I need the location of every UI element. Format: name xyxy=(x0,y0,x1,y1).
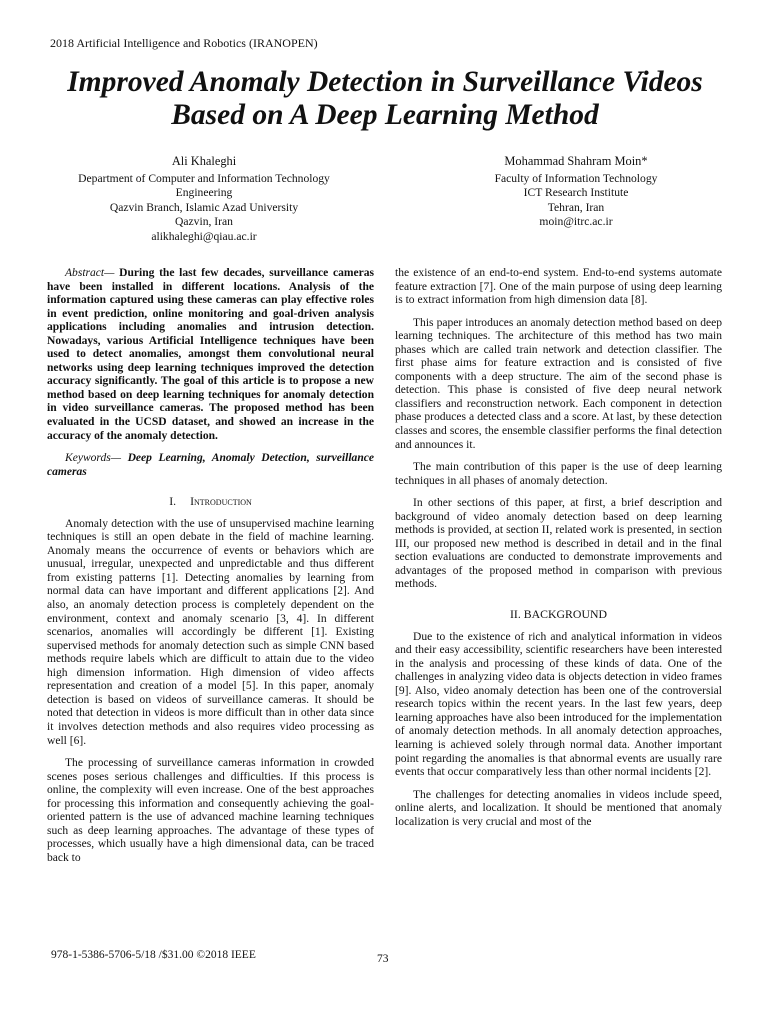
keywords-lead: Keywords— xyxy=(65,452,122,465)
section-title: Introduction xyxy=(190,494,252,509)
author-block-1 xyxy=(48,154,360,245)
paragraph: The main contribution of this paper is the use of deep learning techniques in all phases of anomaly detection. xyxy=(395,461,722,487)
author-name: Mohammad Shahram Moin* xyxy=(504,154,648,168)
section-heading-introduction xyxy=(47,495,374,509)
left-column xyxy=(47,267,374,874)
abstract xyxy=(47,267,374,443)
paragraph: In other sections of this paper, at first, a brief description and background of video anomaly detection based on deep learning methods is provided, at section II, related work is presented, in section III, our proposed new method is described in detail and in the final section evaluations are conducted to demonstrate improvements and advantages of the proposed method in comparison with previous methods. xyxy=(395,497,722,591)
author-affiliation-line: Qazvin Branch, Islamic Azad University xyxy=(109,200,299,214)
paragraph: Anomaly detection with the use of unsupervised machine learning techniques is still an open debate in the field of machine learning. Anomaly means the occurrence of events or behaviors which are unusual, irregular, unexpected and unpredictable and thus different from existing patterns [1]. Detecting anomalies by learning from normal data can have important and different applications [2]. And also, an anomaly detection process is completely dependent on the environment, context and anomaly scenario [3, 4]. In different scenarios, anomalies will accordingly be different [1]. Existing supervised methods for anomaly detection such as simple CNN based methods require labels which are difficult to attain due to the video high dimension information. High dimension of video affects representation and creation of a model [5]. In this paper, anomaly detection is based on videos of surveillance cameras. It should be noted that detection in videos is more difficult than in other data since it involves detection methods and also requires video processing as well [6]. xyxy=(47,517,374,747)
author-email: moin@itrc.ac.ir xyxy=(539,215,613,229)
paragraph: This paper introduces an anomaly detection method based on deep learning techniques. The architecture of this method has two main phases which are called train network and detection classifier. The first phase aims for feature extraction and is consisted of five components with a deep structure. The aim of the second phase is detection. This phase is consisted of five deep neural network classifiers and reconstruction network. Each component in detection phase produces a detected class and a score. At last, by these detection classes and scores, the ensemble classifier performs the final detection and announces it. xyxy=(395,316,722,451)
author-name: Ali Khaleghi xyxy=(171,154,237,168)
author-affiliation-line: Tehran, Iran xyxy=(547,200,605,214)
author-affiliation-line: Qazvin, Iran xyxy=(175,215,233,229)
author-affiliation-line: Department of Computer and Information Technology xyxy=(78,171,330,185)
paragraph: Due to the existence of rich and analytical information in videos and their easy accessibility, scientific researchers have been interested in the analysis and processing of these kinds of data. One of the challenges in analyzing video data is objects detection in video frames [9]. Also, video anomaly detection has been one of the controversial research topics within the recent years. In the last few years, deep learning approaches have also been introduced for the implementation of anomaly detection methods. In all anomaly detection approaches, learning is achieved solely through normal data. Another important point regarding the anomalies is that abnormal events are usually rare events that occur comparatively less than other normal incidents [2]. xyxy=(395,630,722,779)
conference-header: 2018 Artificial Intelligence and Robotics (IRANOPEN) xyxy=(50,36,318,50)
title-line-2: Based on A Deep Learning Method xyxy=(171,99,599,131)
author-block-2 xyxy=(436,154,716,230)
author-affiliation-line: ICT Research Institute xyxy=(523,186,629,200)
paragraph: The challenges for detecting anomalies in videos include speed, online alerts, and localization. It should be mentioned that anomaly localization is very crucial and most of the xyxy=(395,788,722,828)
abstract-text: During the last few decades, surveillance cameras have been installed in different locations. Analysis of the information captured using these cameras can play effective roles in event prediction, online monitoring and goal-driven analysis applications including anomalies and intrusion detection. Nowadays, various Artificial Intelligence techniques have been used to detect anomalies, amongst them convolutional neural networks using deep learning techniques improved the detection accuracy significantly. The goal of this article is to propose a new method based on deep learning techniques for anomaly detection in video surveillance cameras. The proposed method has been evaluated in the UCSD dataset, and showed an increase in the accuracy of the anomaly detection. xyxy=(47,267,374,442)
paragraph: The processing of surveillance cameras information in crowded scenes poses serious challenges and difficulties. If this process is online, the complexity will even increase. One of the best approaches for processing this information and consequently achieving the goal-oriented pattern is the use of advanced machine learning techniques such as deep learning approaches. The advantage of these types of processes, which usually have a high dimensional data, can be traced back to xyxy=(47,757,374,864)
author-email: alikhaleghi@qiau.ac.ir xyxy=(151,229,257,243)
author-affiliation-line: Faculty of Information Technology xyxy=(494,171,658,185)
keywords-text: Deep Learning, Anomaly Detection, surveillance cameras xyxy=(47,452,374,478)
page-number: 73 xyxy=(377,953,389,965)
title-line-1: Improved Anomaly Detection in Surveillance Videos xyxy=(67,66,703,98)
right-column xyxy=(395,267,722,838)
footer-isbn: 978-1-5386-5706-5/18 /$31.00 ©2018 IEEE xyxy=(51,949,256,961)
abstract-lead: Abstract— xyxy=(65,267,115,279)
paper-title xyxy=(40,66,730,132)
author-affiliation-line: Engineering xyxy=(175,186,233,200)
section-heading-background: II. BACKGROUND xyxy=(510,607,607,622)
paragraph-continuation: the existence of an end-to-end system. End-to-end systems automate feature extraction [7]. One of the main purpose of using deep learning is to extract information from high dimension data [8]. xyxy=(395,267,722,307)
section-number: I. xyxy=(169,494,177,509)
keywords xyxy=(47,452,374,479)
